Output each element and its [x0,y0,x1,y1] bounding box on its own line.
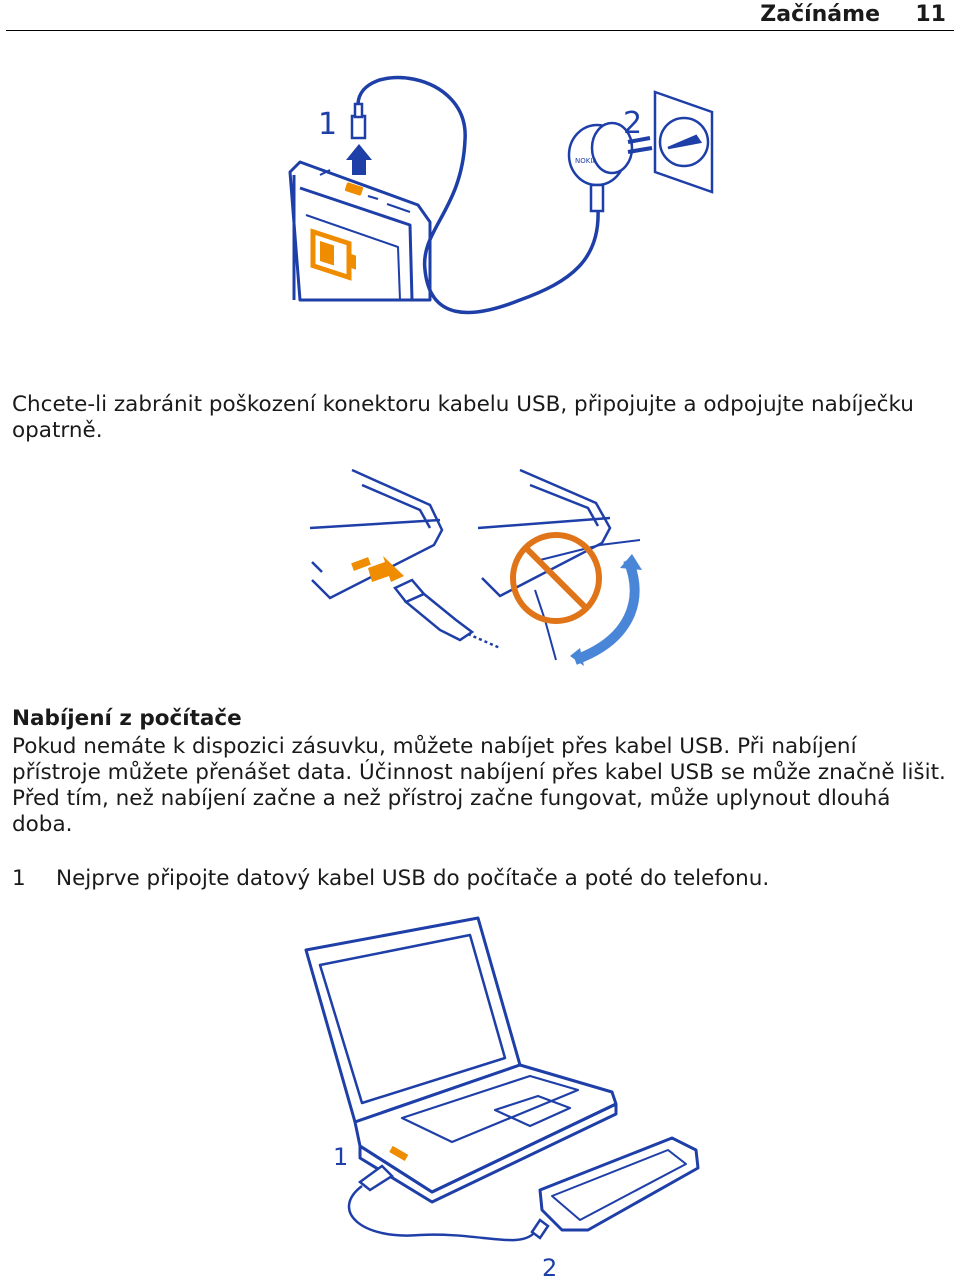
wall-socket-illustration [655,92,712,192]
figure3-label-2: 2 [542,1254,558,1282]
figure3-label-1: 1 [333,1143,349,1171]
usb-port [351,557,371,571]
step-1 [12,866,952,892]
section-body: Pokud nemáte k dispozici zásuvku, můžete nabíjet přes kabel USB. Při nabíjení přístroje můžete přenášet data. Účinnost nabíjení přes kabel USB se může značně lišit. Před tím, než nabíjení začne a než přístroj začne fungovat, může uplynout dlouhá doba. [12,734,946,837]
page-header [0,0,960,30]
usb-connector-right [535,540,640,660]
header-divider [6,30,954,31]
insert-arrow-icon [368,556,404,582]
charger-connection-illustration [0,60,960,390]
figure1-label-1: 1 [318,107,338,142]
chapter-title: Začínáme [760,2,880,27]
usb-care-warning: Chcete-li zabránit poškození konektoru kabelu USB, připojujte a odpojujte nabíječku opatrně. [12,392,914,443]
section-heading: Nabíjení z počítače [12,706,242,731]
up-arrow-icon [346,144,372,175]
laptop-charging-illustration [0,903,960,1283]
nokia-brand: NOKIA [575,157,598,165]
page-number: 11 [915,2,946,27]
step-number: 1 [12,866,26,891]
phone-edge-right [478,470,610,596]
usb-plug-icon [352,104,365,138]
usb-insertion-illustration [0,462,960,692]
phone-illustration [540,1138,698,1230]
step-text: Nejprve připojte datový kabel USB do počítače a poté do telefonu. [56,866,770,891]
figure1-label-2: 2 [623,106,643,141]
usb-connector-left [395,580,500,648]
laptop-illustration [306,918,616,1202]
